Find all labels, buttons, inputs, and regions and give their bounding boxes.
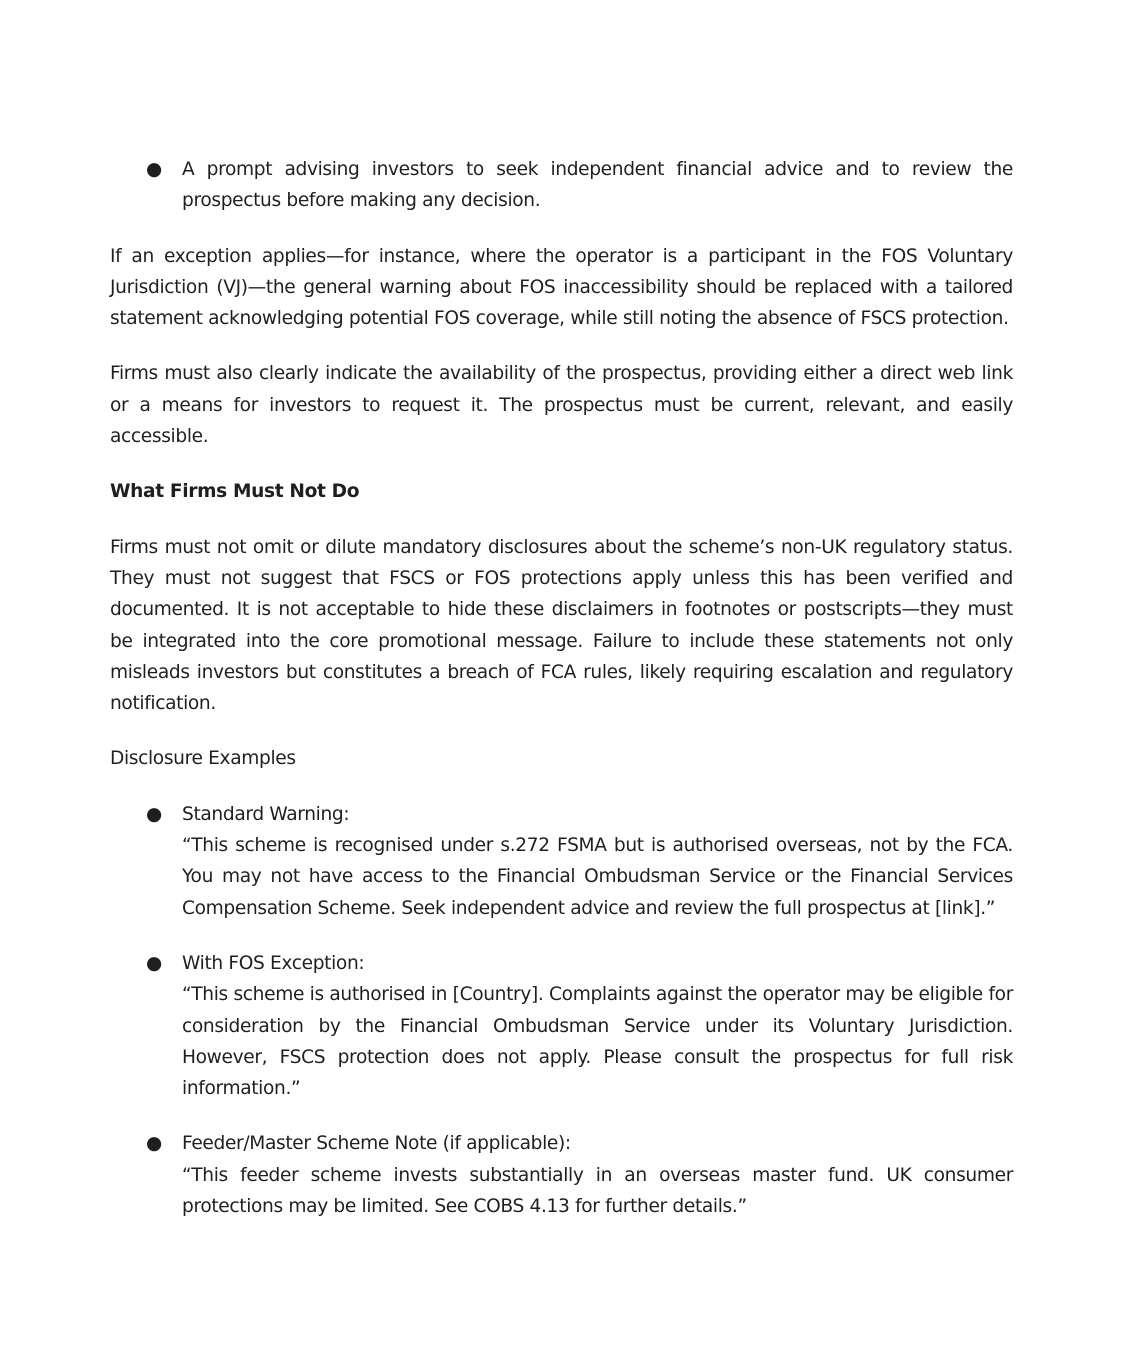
list-item-text: A prompt advising investors to seek independent financial advice and to review the prospectus before making any decision. (182, 159, 1013, 212)
bullet-icon: ● (146, 803, 162, 825)
example-title: Feeder/Master Scheme Note (if applicable): (182, 1133, 571, 1155)
exception-paragraph: If an exception applies—for instance, where the operator is a participant in the FOS Voluntary Jurisdiction (VJ)—the general warning about FOS inaccessibility should be replaced with a tailored statement acknowledging potential FOS coverage, while still noting the absence of FSCS protection. (110, 245, 1013, 330)
example-quote: “This feeder scheme invests substantially in an overseas master fund. UK consumer protections may be limited. See COBS 4.13 for further details.” (182, 1164, 1013, 1218)
example-title: With FOS Exception: (182, 952, 365, 974)
prospectus-paragraph: Firms must also clearly indicate the availability of the prospectus, providing either a direct web link or a means for investors to request it. The prospectus must be current, relevant, and easily accessible. (110, 363, 1013, 448)
bullet-icon: ● (146, 1133, 162, 1155)
list-item (110, 154, 1013, 217)
bullet-icon: ● (146, 952, 162, 974)
document-page (110, 154, 1013, 1246)
example-quote: “This scheme is recognised under s.272 FSMA but is authorised overseas, not by the FCA. You may not have access to the Financial Ombudsman Service or the Financial Services Compensation Scheme. Seek independent advice and review the full prospectus at [link].” (182, 835, 1013, 919)
example-item-standard-warning (110, 799, 1013, 924)
examples-list (110, 799, 1013, 1223)
example-item-feeder-master (110, 1128, 1013, 1222)
intro-bullet-list (110, 154, 1013, 217)
must-not-paragraph: Firms must not omit or dilute mandatory disclosures about the scheme’s non-UK regulatory status. They must not suggest that FSCS or FOS protections apply unless this has been verified and documented. It is not acceptable to hide these disclaimers in footnotes or postscripts—they must be integrated into the core promotional message. Failure to include these statements not only misleads investors but constitutes a breach of FCA rules, likely requiring escalation and regulatory notification. (110, 536, 1013, 715)
bullet-icon: ● (146, 159, 162, 180)
examples-heading: Disclosure Examples (110, 748, 296, 770)
example-title: Standard Warning: (182, 803, 350, 825)
must-not-heading: What Firms Must Not Do (110, 481, 360, 503)
example-item-fos-exception (110, 948, 1013, 1104)
example-quote: “This scheme is authorised in [Country]. Complaints against the operator may be eligible for consideration by the Financial Ombudsman Service under its Voluntary Jurisdiction. However, FSCS protection does not apply. Please consult the prospectus for full risk information.” (182, 984, 1013, 1100)
